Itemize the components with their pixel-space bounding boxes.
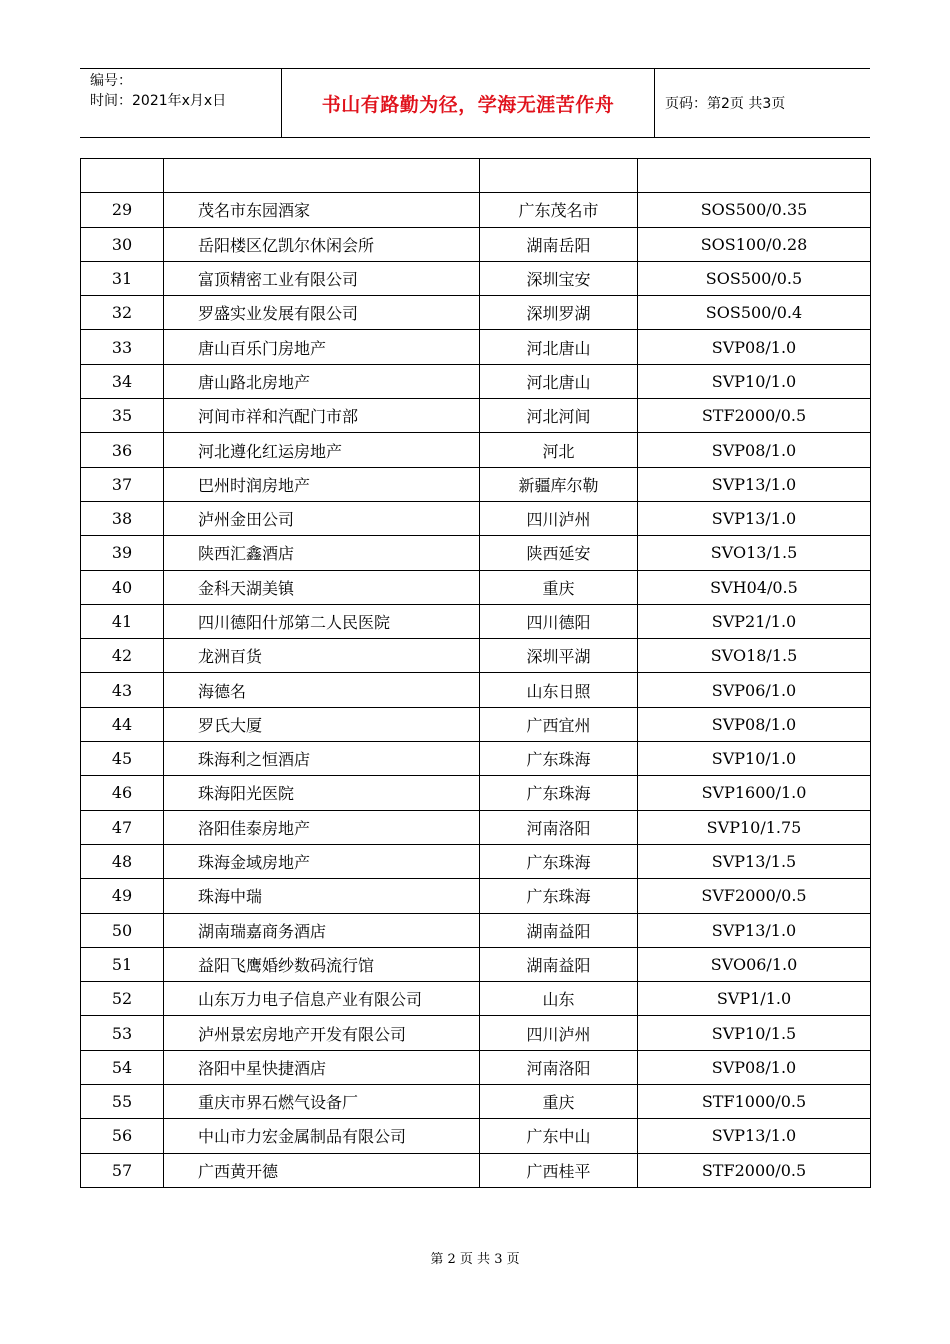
company-name: 陕西汇鑫酒店 (164, 536, 480, 570)
page-header (80, 68, 870, 138)
table-row (81, 570, 871, 604)
company-name: 珠海金域房地产 (164, 844, 480, 878)
product-model: SVP13/1.5 (638, 844, 871, 878)
location: 新疆库尔勒 (480, 467, 638, 501)
row-number: 53 (81, 1016, 164, 1050)
product-model: STF1000/0.5 (638, 1085, 871, 1119)
row-number: 31 (81, 261, 164, 295)
product-model: SOS500/0.35 (638, 193, 871, 227)
row-number: 41 (81, 604, 164, 638)
location: 四川德阳 (480, 604, 638, 638)
row-number: 47 (81, 810, 164, 844)
location: 河北 (480, 433, 638, 467)
product-model: SVO13/1.5 (638, 536, 871, 570)
row-number: 45 (81, 742, 164, 776)
location: 广东茂名市 (480, 193, 638, 227)
row-number: 38 (81, 501, 164, 535)
row-number (81, 159, 164, 193)
product-model: SVP13/1.0 (638, 467, 871, 501)
table-row (81, 1085, 871, 1119)
company-name: 富顶精密工业有限公司 (164, 261, 480, 295)
company-name: 泸州金田公司 (164, 501, 480, 535)
product-model: SVP08/1.0 (638, 1050, 871, 1084)
product-model: SVP13/1.0 (638, 1119, 871, 1153)
table-row (81, 193, 871, 227)
company-name: 金科天湖美镇 (164, 570, 480, 604)
table-row (81, 364, 871, 398)
table-row (81, 1050, 871, 1084)
table-row (81, 296, 871, 330)
product-model: SVP1600/1.0 (638, 776, 871, 810)
document-time-label: 时间：2021年x月x日 (90, 93, 227, 109)
table-row (81, 1153, 871, 1187)
row-number: 54 (81, 1050, 164, 1084)
table-row (81, 947, 871, 981)
company-name: 巴州时润房地产 (164, 467, 480, 501)
table-row (81, 982, 871, 1016)
location: 深圳罗湖 (480, 296, 638, 330)
row-number: 50 (81, 913, 164, 947)
company-name: 罗盛实业发展有限公司 (164, 296, 480, 330)
row-number: 42 (81, 639, 164, 673)
location: 深圳平湖 (480, 639, 638, 673)
product-model: SVP08/1.0 (638, 707, 871, 741)
table-row (81, 536, 871, 570)
location (480, 159, 638, 193)
product-model: STF2000/0.5 (638, 399, 871, 433)
row-number: 40 (81, 570, 164, 604)
company-name: 洛阳中星快捷酒店 (164, 1050, 480, 1084)
row-number: 39 (81, 536, 164, 570)
product-model: SOS500/0.5 (638, 261, 871, 295)
company-name: 河间市祥和汽配门市部 (164, 399, 480, 433)
row-number: 29 (81, 193, 164, 227)
location: 广西宜州 (480, 707, 638, 741)
table-row (81, 501, 871, 535)
company-name: 山东万力电子信息产业有限公司 (164, 982, 480, 1016)
location: 重庆 (480, 570, 638, 604)
company-name: 湖南瑞嘉商务酒店 (164, 913, 480, 947)
table-row (81, 639, 871, 673)
product-model: STF2000/0.5 (638, 1153, 871, 1187)
company-name: 海德名 (164, 673, 480, 707)
product-model: SVP10/1.0 (638, 742, 871, 776)
table-row (81, 673, 871, 707)
table-row (81, 810, 871, 844)
table-row (81, 1119, 871, 1153)
company-name: 洛阳佳泰房地产 (164, 810, 480, 844)
row-number: 34 (81, 364, 164, 398)
location: 四川泸州 (480, 501, 638, 535)
table-row (81, 776, 871, 810)
location: 河南洛阳 (480, 1050, 638, 1084)
company-name: 珠海阳光医院 (164, 776, 480, 810)
company-name: 茂名市东园酒家 (164, 193, 480, 227)
header-motto: 书山有路勤为径，学海无涯苦作舟 (282, 69, 655, 137)
product-model: SVH04/0.5 (638, 570, 871, 604)
location: 湖南益阳 (480, 913, 638, 947)
location: 湖南岳阳 (480, 227, 638, 261)
document-number-label: 编号： (90, 73, 132, 89)
location: 广东珠海 (480, 776, 638, 810)
header-page-number: 页码：第2页 共3页 (665, 96, 786, 112)
product-model: SVP08/1.0 (638, 330, 871, 364)
location: 陕西延安 (480, 536, 638, 570)
company-name: 珠海中瑞 (164, 879, 480, 913)
row-number: 37 (81, 467, 164, 501)
row-number: 43 (81, 673, 164, 707)
row-number: 52 (81, 982, 164, 1016)
table-row (81, 742, 871, 776)
company-name: 罗氏大厦 (164, 707, 480, 741)
location: 广东中山 (480, 1119, 638, 1153)
company-name: 唐山路北房地产 (164, 364, 480, 398)
company-name: 岳阳楼区亿凯尔休闲会所 (164, 227, 480, 261)
company-name: 中山市力宏金属制品有限公司 (164, 1119, 480, 1153)
product-model: SVP06/1.0 (638, 673, 871, 707)
product-model: SVO18/1.5 (638, 639, 871, 673)
table-row (81, 261, 871, 295)
product-model: SOS500/0.4 (638, 296, 871, 330)
product-model: SVP10/1.5 (638, 1016, 871, 1050)
location: 广西桂平 (480, 1153, 638, 1187)
location: 山东 (480, 982, 638, 1016)
table-row (81, 707, 871, 741)
product-model: SVP13/1.0 (638, 913, 871, 947)
location: 河北唐山 (480, 364, 638, 398)
company-name: 泸州景宏房地产开发有限公司 (164, 1016, 480, 1050)
table-row (81, 433, 871, 467)
company-name: 重庆市界石燃气设备厂 (164, 1085, 480, 1119)
row-number: 33 (81, 330, 164, 364)
product-model: SVP13/1.0 (638, 501, 871, 535)
table-row (81, 604, 871, 638)
row-number: 49 (81, 879, 164, 913)
row-number: 48 (81, 844, 164, 878)
product-model: SOS100/0.28 (638, 227, 871, 261)
row-number: 44 (81, 707, 164, 741)
row-number: 36 (81, 433, 164, 467)
customer-table (80, 158, 871, 1188)
location: 河南洛阳 (480, 810, 638, 844)
row-number: 30 (81, 227, 164, 261)
row-number: 55 (81, 1085, 164, 1119)
header-meta (80, 69, 282, 137)
table-row (81, 227, 871, 261)
page-footer: 第 2 页 共 3 页 (430, 1252, 520, 1267)
location: 山东日照 (480, 673, 638, 707)
location: 广东珠海 (480, 879, 638, 913)
table-row (81, 399, 871, 433)
table-row (81, 467, 871, 501)
location: 深圳宝安 (480, 261, 638, 295)
row-number: 35 (81, 399, 164, 433)
location: 重庆 (480, 1085, 638, 1119)
company-name: 益阳飞鹰婚纱数码流行馆 (164, 947, 480, 981)
row-number: 51 (81, 947, 164, 981)
table-row (81, 879, 871, 913)
row-number: 46 (81, 776, 164, 810)
company-name: 龙洲百货 (164, 639, 480, 673)
product-model: SVP10/1.75 (638, 810, 871, 844)
table-row (81, 1016, 871, 1050)
row-number: 56 (81, 1119, 164, 1153)
product-model: SVO06/1.0 (638, 947, 871, 981)
location: 广东珠海 (480, 742, 638, 776)
company-name (164, 159, 480, 193)
company-name: 唐山百乐门房地产 (164, 330, 480, 364)
company-name: 广西黄开德 (164, 1153, 480, 1187)
location: 河北唐山 (480, 330, 638, 364)
company-name: 四川德阳什邡第二人民医院 (164, 604, 480, 638)
location: 河北河间 (480, 399, 638, 433)
table-row (81, 844, 871, 878)
product-model: SVF2000/0.5 (638, 879, 871, 913)
table-row (81, 159, 871, 193)
product-model (638, 159, 871, 193)
product-model: SVP21/1.0 (638, 604, 871, 638)
row-number: 57 (81, 1153, 164, 1187)
location: 湖南益阳 (480, 947, 638, 981)
row-number: 32 (81, 296, 164, 330)
table-row (81, 913, 871, 947)
company-name: 河北遵化红运房地产 (164, 433, 480, 467)
company-name: 珠海利之恒酒店 (164, 742, 480, 776)
table-row (81, 330, 871, 364)
customer-table-body (81, 159, 871, 1188)
location: 广东珠海 (480, 844, 638, 878)
product-model: SVP08/1.0 (638, 433, 871, 467)
product-model: SVP1/1.0 (638, 982, 871, 1016)
location: 四川泸州 (480, 1016, 638, 1050)
product-model: SVP10/1.0 (638, 364, 871, 398)
